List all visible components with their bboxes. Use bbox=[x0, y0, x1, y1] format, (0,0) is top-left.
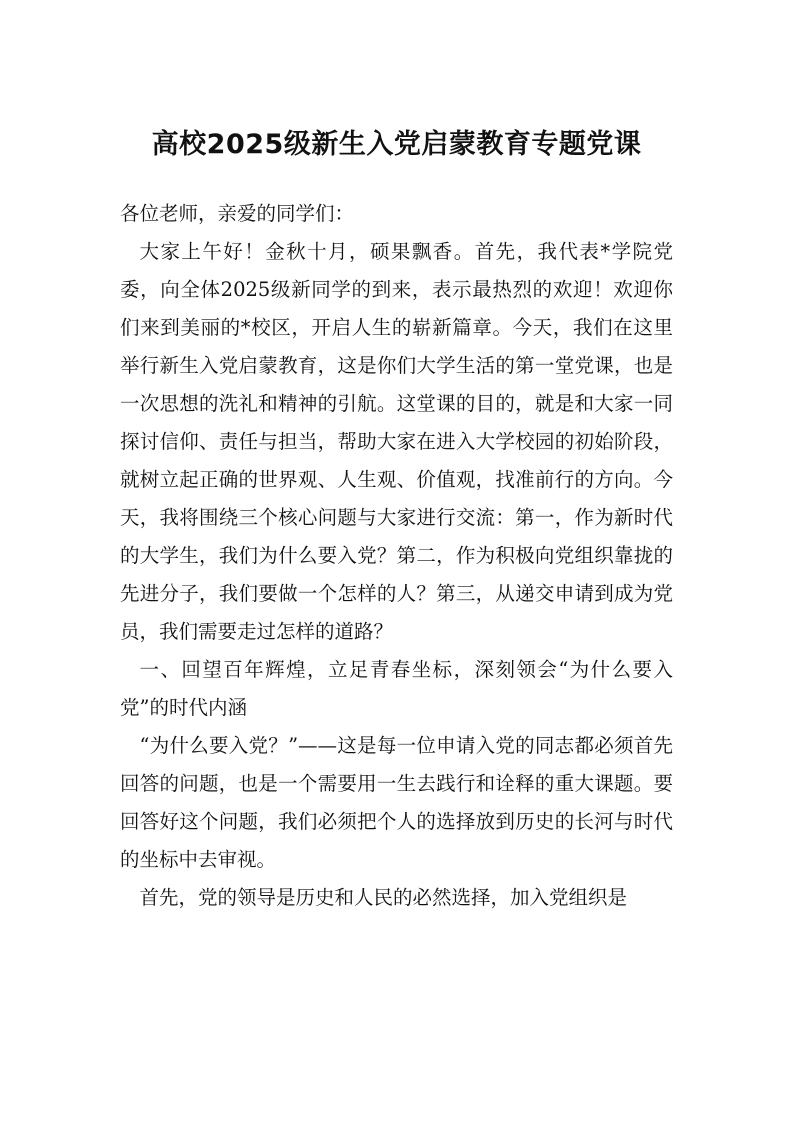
document-title: 高校2025级新生入党启蒙教育专题党课 bbox=[151, 129, 642, 160]
intro-paragraph: 大家上午好！金秋十月，硕果飘香。首先，我代表*学院党委，向全体2025级新同学的到来，表示最热烈的欢迎！欢迎你们来到美丽的*校区，开启人生的崭新篇章。今天，我们在这里举行新生入党启蒙教育，这是你们大学生活的第一堂党课，也是一次思想的洗礼和精神的引航。这堂课的目的，就是和大家一同探讨信仰、责任与担当，帮助大家在进入大学校园的初始阶段，就树立起正确的世界观、人生观、价值观，找准前行的方向。今天，我将围绕三个核心问题与大家进行交流：第一，作为新时代的大学生，我们为什么要入党？第二，作为积极向党组织靠拢的先进分子，我们要做一个怎样的人？第三，从递交申请到成为党员，我们需要走过怎样的道路？ bbox=[120, 240, 673, 643]
body-paragraph: 首先，党的领导是历史和人民的必然选择，加入党组织是 bbox=[139, 886, 628, 909]
section-heading: 一、回望百年辉煌，立足青春坐标，深刻领会“为什么要入党”的时代内涵 bbox=[120, 658, 673, 719]
salutation-paragraph: 各位老师，亲爱的同学们： bbox=[120, 202, 355, 225]
document-body bbox=[120, 195, 673, 917]
body-paragraph: “为什么要入党？”——这是每一位申请入党的同志都必须首先回答的问题，也是一个需要用一生去践行和诠释的重大课题。要回答好这个问题，我们必须把个人的选择放到历史的长河与时代的坐标中去审视。 bbox=[120, 734, 673, 871]
